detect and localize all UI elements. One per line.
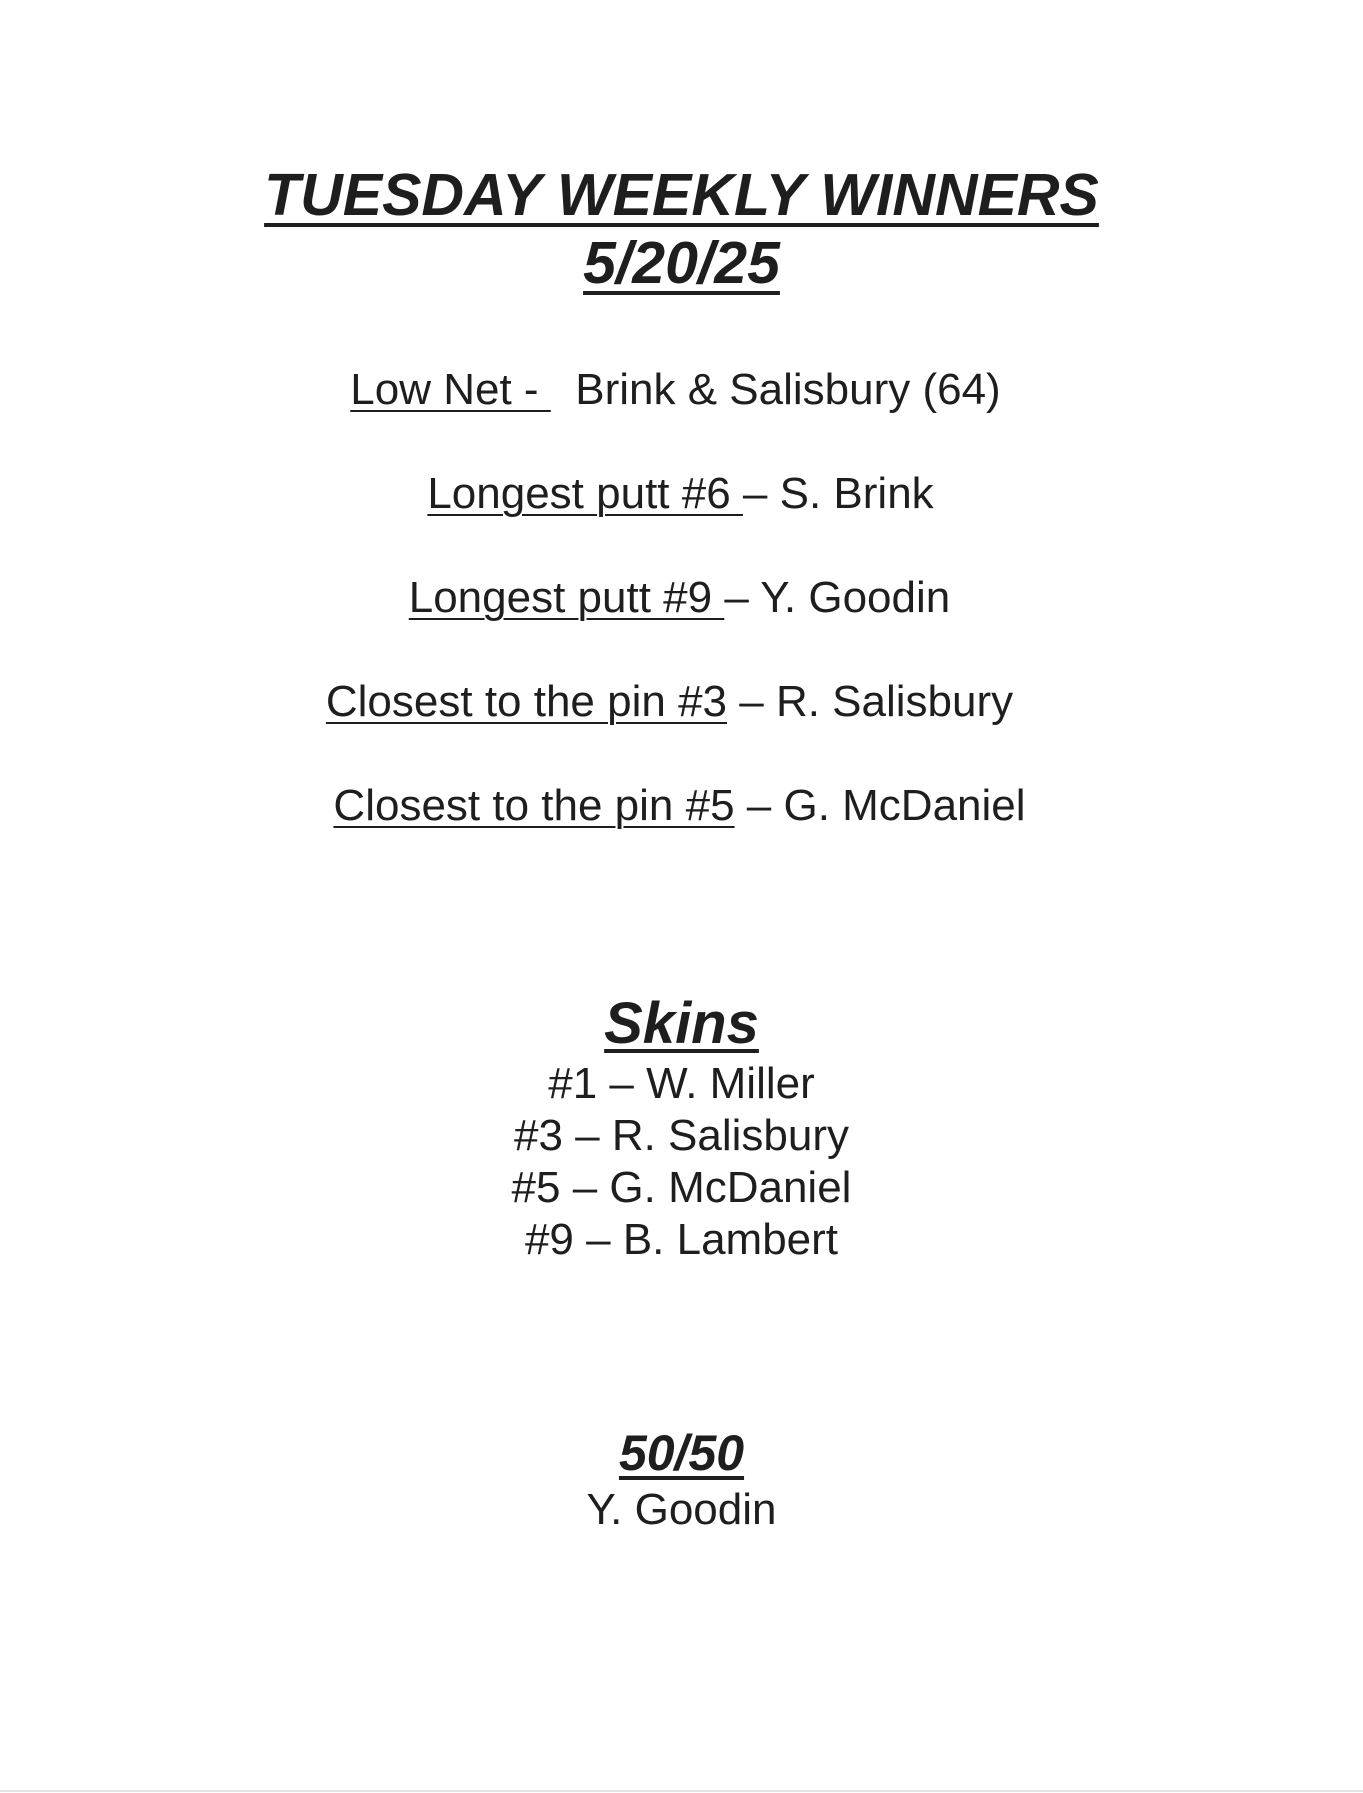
award-winner: Brink & Salisbury (64) <box>575 365 1001 414</box>
award-label: Longest putt #9 <box>408 573 725 622</box>
skins-entry-text: #1 – W. Miller <box>548 1059 815 1108</box>
skins-entry <box>0 1162 1363 1214</box>
skins-heading-text: Skins <box>604 991 759 1056</box>
page-bottom-divider <box>0 1790 1363 1792</box>
title-line-1: TUESDAY WEEKLY WINNERS <box>264 162 1099 228</box>
title-date: 5/20/25 <box>583 230 780 296</box>
award-closest-pin-5 <box>0 780 1361 832</box>
award-label: Closest to the pin #5 <box>333 781 735 830</box>
skins-entry <box>0 1214 1363 1266</box>
award-separator: – <box>742 469 780 518</box>
page-title <box>0 162 1363 228</box>
page-date <box>0 230 1363 296</box>
award-label: Closest to the pin #3 <box>325 677 728 726</box>
award-low-net <box>0 364 1357 416</box>
award-winner: R. Salisbury <box>775 677 1014 726</box>
award-separator: – <box>734 781 784 830</box>
award-longest-putt-9 <box>0 572 1361 624</box>
fifty-fifty-winner-text: Y. Goodin <box>586 1485 777 1534</box>
fifty-fifty-heading-text: 50/50 <box>618 1425 745 1481</box>
award-winner: Y. Goodin <box>760 573 951 622</box>
skins-entry <box>0 1058 1363 1110</box>
skins-entry-text: #5 – G. McDaniel <box>511 1163 852 1212</box>
award-separator: – <box>727 677 776 726</box>
skins-heading <box>0 992 1363 1056</box>
skins-entry-text: #9 – B. Lambert <box>524 1215 839 1264</box>
award-separator <box>551 365 575 414</box>
award-closest-pin-3 <box>0 676 1351 728</box>
award-separator: – <box>724 573 761 622</box>
award-winner: S. Brink <box>779 469 934 518</box>
award-winner: G. McDaniel <box>783 781 1026 830</box>
skins-entry <box>0 1110 1363 1162</box>
fifty-fifty-winner <box>0 1484 1363 1536</box>
award-label: Low Net - <box>350 365 551 414</box>
skins-entry-text: #3 – R. Salisbury <box>513 1111 850 1160</box>
fifty-fifty-heading <box>0 1421 1363 1485</box>
award-longest-putt-6 <box>0 468 1362 520</box>
award-label: Longest putt #6 <box>427 469 743 518</box>
